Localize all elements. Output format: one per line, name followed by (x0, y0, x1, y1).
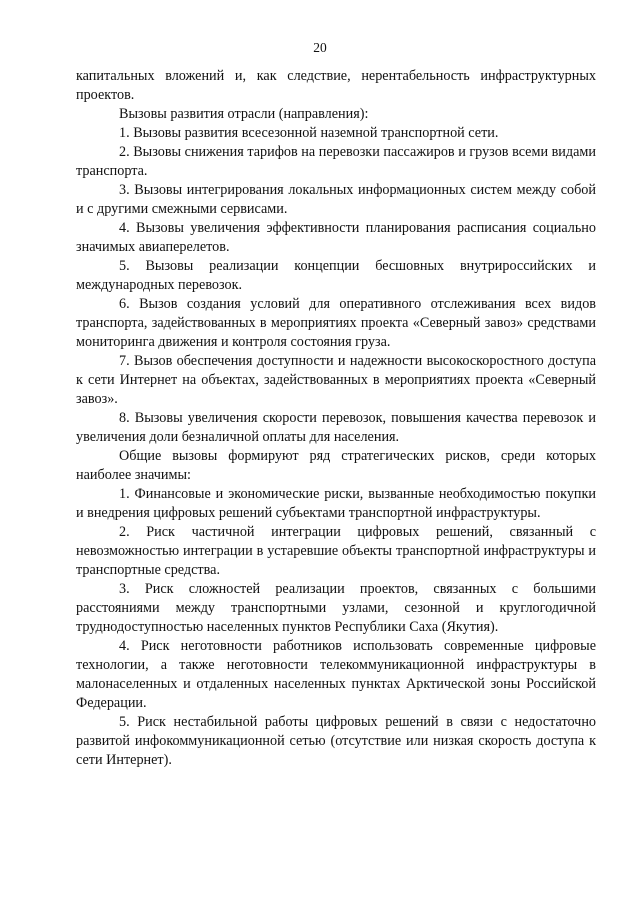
paragraph-challenge-3: 3. Вызовы интегрирования локальных информационных систем между собой и с другими смежными сервисами. (76, 182, 596, 217)
paragraph-challenge-1: 1. Вызовы развития всесезонной наземной транспортной сети. (119, 125, 499, 141)
paragraph-challenges-intro: Вызовы развития отрасли (направления): (119, 106, 369, 122)
paragraph-risk-5: 5. Риск нестабильной работы цифровых решений в связи с недостаточно развитой инфокоммуникационной сетью (отсутствие или низкая скорость доступа к сети Интернет). (76, 714, 596, 768)
paragraph-continuation: капитальных вложений и, как следствие, нерентабельность инфраструктурных проектов. (76, 68, 596, 103)
paragraph-challenge-5: 5. Вызовы реализации концепции бесшовных внутрироссийских и международных перевозок. (76, 258, 596, 293)
paragraph-risk-2: 2. Риск частичной интеграции цифровых решений, связанный с невозможностью интеграции в устаревшие объекты транспортной инфраструктуры и транспортные средства. (76, 524, 596, 578)
paragraph-challenge-8: 8. Вызовы увеличения скорости перевозок, повышения качества перевозок и увеличения доли безналичной оплаты для населения. (76, 410, 596, 445)
page-number: 20 (313, 40, 327, 55)
paragraph-risks-intro: Общие вызовы формируют ряд стратегических рисков, среди которых наиболее значимы: (76, 448, 596, 483)
paragraph-risk-1: 1. Финансовые и экономические риски, вызванные необходимостью покупки и внедрения цифровых решений субъектами транспортной инфраструктуры. (76, 486, 596, 521)
document-body (76, 67, 596, 770)
paragraph-risk-3: 3. Риск сложностей реализации проектов, связанных с большими расстояниями между транспортными узлами, сезонной и круглогодичной труднодоступностью населенных пунктов Республики Саха (Якутия). (76, 581, 596, 635)
paragraph-challenge-4: 4. Вызовы увеличения эффективности планирования расписания социально значимых авиаперелетов. (76, 220, 596, 255)
paragraph-risk-4: 4. Риск неготовности работников использовать современные цифровые технологии, а также неготовности телекоммуникационной инфраструктуры в малонаселенных и отдаленных населенных пунктах Арктической зоны Российской Федерации. (76, 638, 596, 711)
paragraph-challenge-6: 6. Вызов создания условий для оперативного отслеживания всех видов транспорта, задействованных в мероприятиях проекта «Северный завоз» средствами мониторинга движения и контроля состояния груза. (76, 296, 596, 350)
paragraph-challenge-7: 7. Вызов обеспечения доступности и надежности высокоскоростного доступа к сети Интернет на объектах, задействованных в мероприятиях проекта «Северный завоз». (76, 353, 596, 407)
paragraph-challenge-2: 2. Вызовы снижения тарифов на перевозки пассажиров и грузов всеми видами транспорта. (76, 144, 596, 179)
